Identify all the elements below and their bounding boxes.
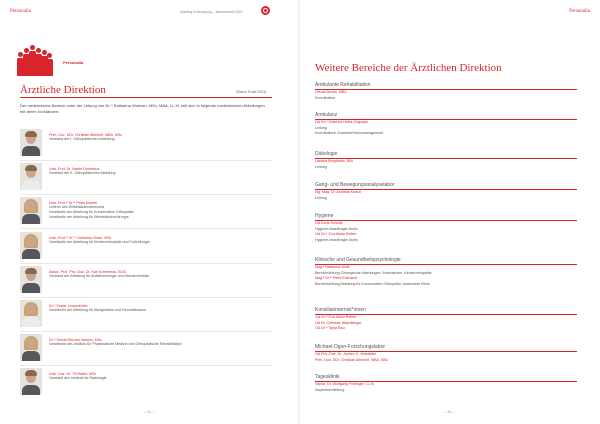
section-heading: Diätologie xyxy=(315,151,577,159)
title-rule xyxy=(20,97,272,98)
hospital-logo-icon xyxy=(261,6,270,15)
person-name: OA Dr.ⁱⁿ Eva-Maria Reitter xyxy=(315,315,357,319)
section-heading: Gang- und Bewegungsanalyselabor xyxy=(315,182,577,190)
person-name: OA Dr.ⁱⁿ Gabriela Heinz-Grigorjan xyxy=(315,120,369,124)
portrait-photo xyxy=(20,232,42,259)
person-name: Sepdz. Dr. Wolfgang Freilinger, LL.M. xyxy=(315,382,375,386)
staff-role: Vorständin der Abteilung für Konservative Orthopädie xyxy=(49,210,134,214)
entry-divider xyxy=(20,365,272,366)
entry-divider xyxy=(20,331,272,332)
staff-entry xyxy=(20,232,280,262)
staff-role: Vorstand des Instituts für Radiologie xyxy=(49,376,107,380)
page-number-right: — 35 — xyxy=(443,410,455,414)
area-section xyxy=(315,257,577,287)
running-header-left: Personalia xyxy=(10,9,31,14)
person-role: Leitung xyxy=(315,164,327,169)
person-role: Departmentleitung xyxy=(315,387,345,392)
page-number-left: — 34 — xyxy=(143,410,155,414)
staff-entry xyxy=(20,368,280,398)
person-name: OA Dr. Christian Wakolbinger xyxy=(315,320,362,325)
staff-name: Univ.-Prof.ⁱⁿ Dr.ⁱⁿ Petra Krepler xyxy=(49,201,98,205)
person-role: Leitung xyxy=(315,125,327,130)
staff-entry xyxy=(20,197,280,227)
person-name: Daniela Bergthaler, BSc xyxy=(315,159,354,163)
staff-name: Univ.-Prof.ⁱⁿ Dr.ⁱⁿ Catharina Chiari, MSc xyxy=(49,236,112,240)
staff-entry xyxy=(20,334,280,364)
section-tag: Personalia xyxy=(63,60,84,65)
portrait-photo xyxy=(20,368,42,395)
area-section xyxy=(315,82,577,101)
portrait-photo xyxy=(20,300,42,327)
person-name: OA Dr.ⁱⁿ Eva-Maria Reitter xyxy=(315,232,357,236)
staff-role: Vorständin des Instituts für Physikalische Medizin und Orthopädische Rehabilitation xyxy=(49,342,182,346)
person-role: Koordinatorin Zuweiser*innenmanagement xyxy=(315,131,384,135)
person-name: Ing. Mag. Dr. Andreas Kranzl xyxy=(315,190,361,194)
person-role: Bereichsleitung Chirurgische Abteilungen, Ambulanzen, Kinderorthopädie xyxy=(315,270,432,275)
portrait-photo xyxy=(20,266,42,293)
staff-entry xyxy=(20,129,280,159)
person-name: OA Dr.ⁱⁿ Tanja Rau xyxy=(315,326,345,330)
area-section xyxy=(315,213,577,243)
person-role: Bereichsleitung Abteilung für Konservative Orthopädie, Ambulante Reha xyxy=(315,281,430,286)
section-heading: Klinische und Gesundheitspsychologie xyxy=(315,257,577,265)
area-section xyxy=(315,344,577,363)
staff-name: Prim. Doz. DDr. Christian Albrecht, MBA, MSc xyxy=(49,133,123,137)
section-heading: Konsiliarinternist*innen xyxy=(315,307,577,315)
area-section xyxy=(315,374,577,393)
portrait-photo xyxy=(20,334,42,361)
section-heading: Hygiene xyxy=(315,213,577,221)
staff-name: Assoc. Prof. Priv.-Doz. Dr. Karl Schebesta, EDIC xyxy=(49,270,127,274)
staff-role: Vorständin der Abteilung für Kinderorthopädie und Fußchirurgie xyxy=(49,240,150,244)
staff-entry xyxy=(20,163,280,193)
right-page-title: Weitere Bereiche der Ärztlichen Direktion xyxy=(315,62,502,74)
area-section xyxy=(315,307,577,332)
person-name: OA Doris Schunk xyxy=(315,221,343,225)
running-header-right: Personalia xyxy=(569,9,590,14)
person-role: Hygiene-beauftragte Ärztin xyxy=(315,237,358,242)
person-name: Prim. Doz. DDr. Christian Albrecht, MBA, MSc xyxy=(315,357,389,362)
staff-name: Univ.-Prof. Dr. Martin Dominkus xyxy=(49,167,100,171)
area-section xyxy=(315,151,577,170)
staff-role: Vorständin der Abteilung für Akutgeriatrie und Remobilisation xyxy=(49,308,146,312)
staff-role: Vorstand der II. Orthopädischen Abteilung xyxy=(49,171,116,175)
person-name: OA Priv.-Doz. Dr. Jochen G. Hofstätter xyxy=(315,352,377,356)
staff-name: Dr.ⁱⁿ Eszter Lenzenhofer xyxy=(49,304,88,308)
staff-role: Leiterin des Wirbelsäulenzentrums xyxy=(49,205,105,209)
entry-divider xyxy=(20,263,272,264)
right-page xyxy=(300,0,600,424)
entry-divider xyxy=(20,160,272,161)
area-section xyxy=(315,182,577,201)
portrait-photo xyxy=(20,197,42,224)
person-role: Koordination xyxy=(315,95,336,100)
intro-text: Der medizinische Bereich unter der Leitung von Dr.ⁱⁿ Katharina Wolman, MSc, MBA, LL.M. teilt sich in folgende medizinischen Abteilungen mit deren Vorständen: xyxy=(20,103,265,114)
person-name: Mag.ᵃ Dr.ⁱⁿ Petra Eckhardt xyxy=(315,276,357,280)
running-header-center: Speising in Bewegung – Jahresbericht 2023 xyxy=(180,10,243,14)
section-heading: Ambulante Rehabilitation xyxy=(315,82,577,90)
entry-divider xyxy=(20,194,272,195)
stand-note: (Stand: Ende 2023) xyxy=(236,90,267,94)
staff-role: Vorstand der I. Orthopädischen Abteilung xyxy=(49,137,115,141)
staff-entry xyxy=(20,300,280,330)
portrait-photo xyxy=(20,129,42,156)
portrait-photo xyxy=(20,163,42,190)
section-heading: Ambulanz xyxy=(315,112,577,120)
people-group-icon xyxy=(17,40,53,76)
person-role: Leitung xyxy=(315,195,327,200)
area-section xyxy=(315,112,577,137)
entry-divider xyxy=(20,228,272,229)
person-name: Ursula Bendo, MBA xyxy=(315,90,347,94)
staff-role: Vorständin der Abteilung für Wirbelsäulenchirurgie xyxy=(49,215,129,219)
page-title: Ärztliche Direktion xyxy=(20,84,106,96)
left-page xyxy=(0,0,298,424)
entry-divider xyxy=(20,297,272,298)
staff-role: Vorstand der Abteilung für Anästhesiologie und Intensivmedizin xyxy=(49,274,150,278)
person-role: Hygiene-beauftragte Ärztin xyxy=(315,226,358,231)
person-name: Mag.ᵃ Natascha Wolk xyxy=(315,265,350,269)
section-heading: Tagesklinik xyxy=(315,374,577,382)
staff-name: Univ.-Doz. Dr. Till Rader, MSc xyxy=(49,372,97,376)
staff-entry xyxy=(20,266,280,296)
section-heading: Michael-Ogon-Forschungslabor xyxy=(315,344,577,352)
staff-name: Dr.ⁱⁿ Gerda Reichel-Vacariu, MSc xyxy=(49,338,102,342)
